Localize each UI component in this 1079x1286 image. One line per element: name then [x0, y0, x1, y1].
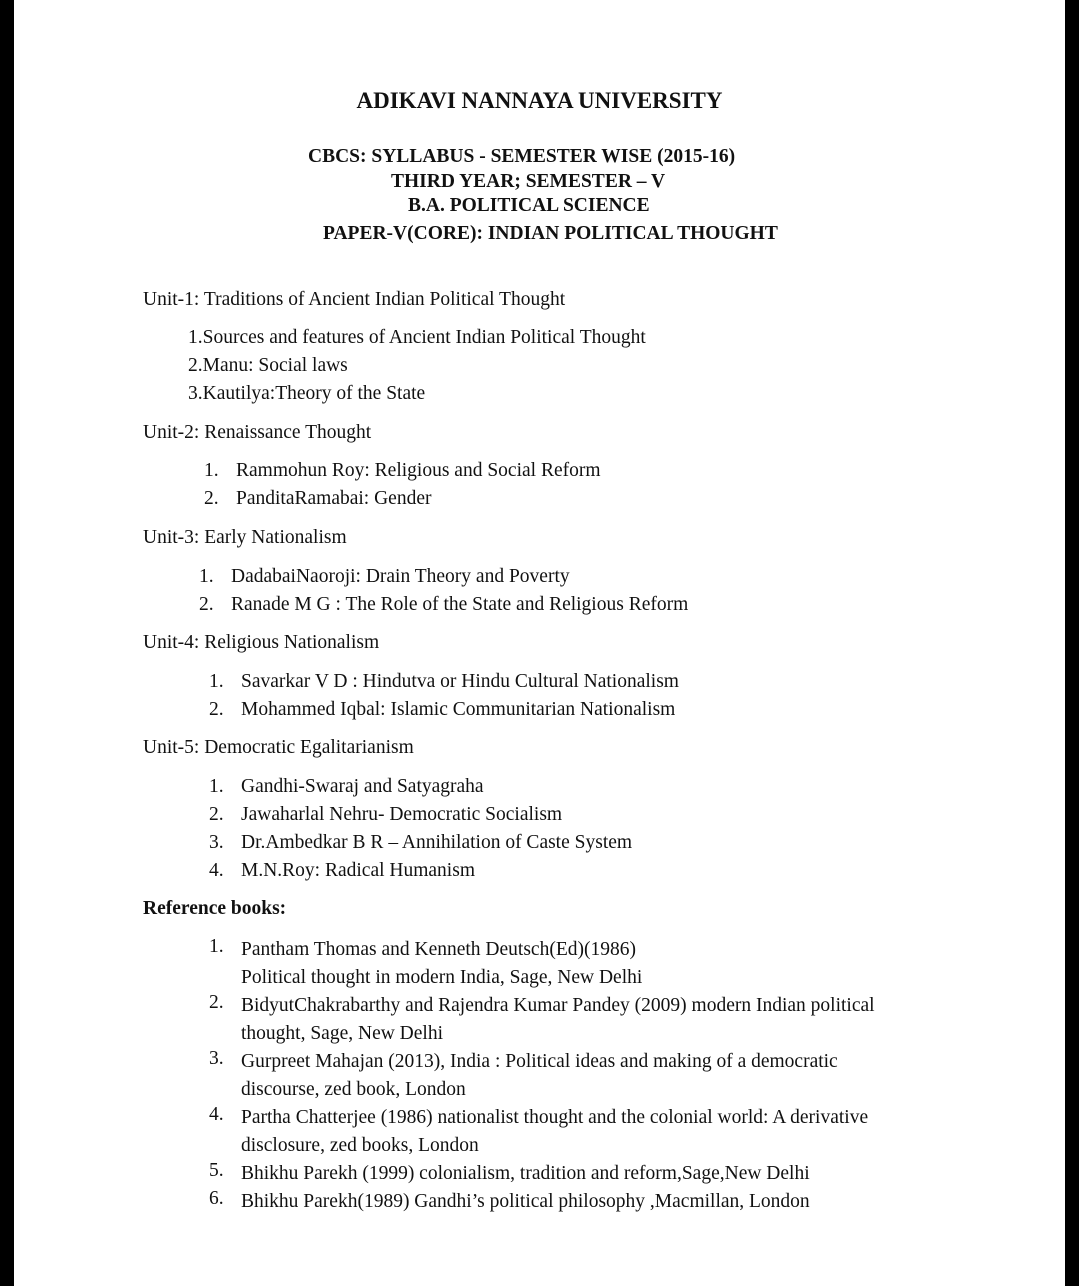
- reference-books-heading: Reference books:: [143, 898, 287, 919]
- unit-5-item: 1. Gandhi-Swaraj and Satyagraha: [209, 776, 484, 797]
- unit-2-title: Unit-2: Renaissance Thought: [143, 422, 372, 443]
- syllabus-line: CBCS: SYLLABUS - SEMESTER WISE (2015-16): [308, 146, 736, 167]
- unit-2-item: 2. PanditaRamabai: Gender: [204, 488, 432, 509]
- unit-5-item: 3. Dr.Ambedkar B R – Annihilation of Caste System: [209, 832, 633, 853]
- unit-4-item: 1. Savarkar V D : Hindutva or Hindu Cultural Nationalism: [209, 671, 679, 692]
- unit-1-item: 2.Manu: Social laws: [188, 355, 348, 376]
- unit-4-item: 2. Mohammed Iqbal: Islamic Communitarian Nationalism: [209, 699, 676, 720]
- unit-5-title: Unit-5: Democratic Egalitarianism: [143, 737, 414, 758]
- document-page: ADIKAVI NANNAYA UNIVERSITY CBCS: SYLLABUS - SEMESTER WISE (2015-16) THIRD YEAR; SEMESTER – V B.A. POLITICAL SCIENCE PAPER-V(CORE): INDIAN POLITICAL THOUGHT Unit-1: Traditions of Ancient Indian Political Thought 1.Sources and features of Ancient Indian Political Thought 2.Manu: Social laws 3.Kautilya:Theory of the State Unit-2: Renaissance Thought 1. Rammohun Roy: Religious and Social Reform 2. PanditaRamabai: Gender Unit-3: Early Nationalism 1. DadabaiNaoroji: Drain Theory and Poverty 2. Ranade M G : The Role of the State and Religious Reform Unit-4: Religious Nationalism 1. Savarkar V D : Hindutva or Hindu Cultural Nationalism 2. Mohammed Iqbal: Islamic Communitarian Nationalism Unit-5: Democratic Egalitarianism 1. Gandhi-Swaraj and Satyagraha 2. Jawaharlal Nehru- Democratic Socialism 3. Dr.Ambedkar B R – Annihilation of Caste System 4. M.N.Roy: Radical Humanism Reference books: 1. Pantham Thomas and Kenneth Deutsch(Ed)(1986) Political thought in modern India, Sage, New Delhi 2. BidyutChakrabarthy and Rajendra Kumar Pandey (2009) modern Indian political thought, Sage, New Delhi 3. Gurpreet Mahajan (2013), India : Political ideas and making of a democratic discourse, zed book, London 4. Partha Chatterjee (1986) nationalist thought and the colonial world: A derivative disclosure, zed books, London 5. Bhikhu Parekh (1999) colonialism, tradition and reform,Sage,New Delhi 6. Bhikhu Parekh(1989) Gandhi’s political philosophy ,Macmillan, London: [14, 0, 1065, 1286]
- unit-5-item: 2. Jawaharlal Nehru- Democratic Socialism: [209, 804, 563, 825]
- unit-3-title: Unit-3: Early Nationalism: [143, 527, 347, 548]
- unit-4-title: Unit-4: Religious Nationalism: [143, 632, 380, 653]
- paper-line: PAPER-V(CORE): INDIAN POLITICAL THOUGHT: [323, 223, 778, 244]
- unit-3-item: 1. DadabaiNaoroji: Drain Theory and Poverty: [199, 566, 570, 587]
- course-line: B.A. POLITICAL SCIENCE: [408, 195, 650, 216]
- unit-5-item: 4. M.N.Roy: Radical Humanism: [209, 860, 475, 881]
- unit-3-item: 2. Ranade M G : The Role of the State and Religious Reform: [199, 594, 689, 615]
- unit-1-title: Unit-1: Traditions of Ancient Indian Political Thought: [143, 289, 566, 310]
- unit-1-item: 1.Sources and features of Ancient Indian Political Thought: [188, 327, 646, 348]
- unit-2-item: 1. Rammohun Roy: Religious and Social Reform: [204, 460, 601, 481]
- unit-1-item: 3.Kautilya:Theory of the State: [188, 383, 426, 404]
- university-title: ADIKAVI NANNAYA UNIVERSITY: [356, 88, 723, 113]
- year-semester-line: THIRD YEAR; SEMESTER – V: [391, 171, 666, 192]
